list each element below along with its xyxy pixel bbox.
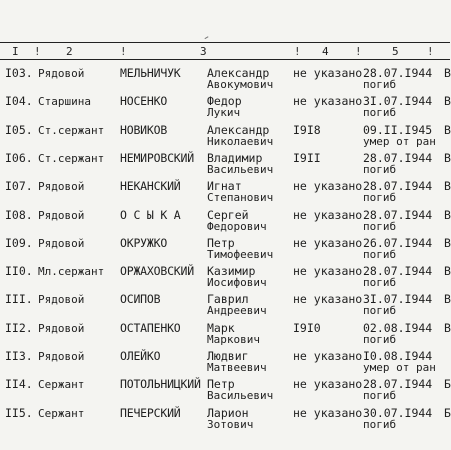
record-given-name: Игнат: [207, 179, 242, 194]
record-edge-mark: В: [444, 235, 451, 250]
record-fate: погиб: [363, 247, 397, 261]
record-number: I03.: [5, 66, 33, 80]
record-date: 09.II.I945: [363, 122, 433, 137]
record-number: II4.: [5, 377, 33, 392]
record-given-name: Казимир: [207, 264, 256, 279]
header-separator: !: [427, 45, 434, 58]
record-edge-mark: В: [444, 122, 451, 137]
record-fate: погиб: [363, 332, 397, 346]
record-date: I0.08.I944: [363, 349, 433, 363]
record-date: 28.07.I944: [363, 207, 433, 222]
table-row: [0, 378, 450, 406]
record-rank: Рядовой: [38, 180, 85, 194]
record-fate: погиб: [363, 191, 397, 205]
record-surname: ПОТОЛЬНИЦКИЙ: [120, 377, 201, 392]
record-number: I04.: [5, 94, 33, 109]
record-fate: умер от ран: [363, 134, 436, 148]
record-edge-mark: В: [444, 292, 451, 307]
record-surname: НЕМИРОВСКИЙ: [120, 150, 194, 165]
table-row: [0, 407, 450, 435]
record-number: II5.: [5, 405, 33, 420]
record-birth-year: I9II: [293, 150, 321, 165]
record-given-name: Владимир: [207, 150, 263, 165]
record-patronymic: Андреевич: [207, 304, 267, 318]
table-row: [0, 209, 450, 237]
record-rank: Рядовой: [38, 208, 85, 222]
record-number: II0.: [5, 264, 33, 279]
header-col-2: 2: [66, 45, 73, 58]
header-col-4: 4: [322, 45, 329, 58]
record-patronymic: Федорович: [207, 219, 267, 233]
record-fate: погиб: [363, 78, 397, 91]
record-patronymic: Васильевич: [207, 389, 274, 403]
table-row: [0, 152, 450, 180]
record-birth-year: не указано: [293, 377, 363, 392]
record-rank: Сержант: [38, 406, 85, 420]
table-row: [0, 180, 450, 208]
record-patronymic: Зотович: [207, 417, 254, 431]
record-rank: Старшина: [38, 95, 91, 109]
record-birth-year: не указано: [293, 292, 363, 307]
table-row: [0, 322, 450, 350]
record-date: 28.07.I944: [363, 179, 433, 194]
record-number: II3.: [5, 349, 33, 363]
header-separator: !: [34, 45, 41, 58]
record-surname: ПЕЧЕРСКИЙ: [120, 405, 181, 420]
record-given-name: Петр: [207, 235, 235, 250]
record-fate: погиб: [363, 219, 397, 233]
record-fate: умер от ран: [363, 361, 436, 374]
table-row: [0, 95, 450, 123]
record-birth-year: не указано: [293, 94, 363, 109]
record-edge-mark: Б: [444, 405, 451, 420]
record-edge-mark: В: [444, 264, 451, 279]
table-row: [0, 67, 450, 95]
header-col-3: 3: [200, 45, 207, 58]
header-separator: !: [294, 45, 301, 58]
record-number: II2.: [5, 320, 33, 335]
record-edge-mark: В: [444, 66, 451, 80]
record-given-name: Петр: [207, 377, 235, 392]
record-rank: Сержант: [38, 378, 85, 392]
record-rank: Рядовой: [38, 350, 85, 363]
record-given-name: Людвиг: [207, 349, 249, 363]
header-col-1: I: [12, 45, 19, 58]
record-patronymic: Степанович: [207, 191, 274, 205]
record-edge-mark: В: [444, 320, 451, 335]
record-edge-mark: В: [444, 207, 451, 222]
record-date: 28.07.I944: [363, 264, 433, 279]
record-rank: Ст.сержант: [38, 123, 105, 137]
header-col-5: 5: [392, 45, 399, 58]
record-edge-mark: В: [444, 94, 451, 109]
record-date: 28.07.I944: [363, 377, 433, 392]
table-row: [0, 293, 450, 321]
record-number: III.: [5, 292, 33, 307]
record-surname: НЕКАНСКИЙ: [120, 179, 181, 194]
record-rank: Ст.сержант: [38, 151, 105, 165]
table-row: [0, 237, 450, 265]
record-date: 3I.07.I944: [363, 292, 433, 307]
record-fate: погиб: [363, 106, 397, 120]
header-bottom-rule: [0, 59, 450, 60]
record-rank: Рядовой: [38, 293, 85, 307]
record-patronymic: Авокумович: [207, 78, 274, 91]
record-patronymic: Васильевич: [207, 162, 274, 176]
record-birth-year: не указано: [293, 264, 363, 279]
record-edge-mark: В: [444, 179, 451, 194]
record-given-name: Сергей: [207, 207, 249, 222]
header-top-rule: [0, 42, 450, 43]
record-edge-mark: Б: [444, 377, 451, 392]
record-number: I07.: [5, 179, 33, 194]
record-rank: Рядовой: [38, 321, 85, 335]
record-surname: МЕЛЬНИЧУК: [120, 66, 181, 80]
record-date: 30.07.I944: [363, 405, 433, 420]
record-number: I09.: [5, 235, 33, 250]
record-birth-year: I9I8: [293, 122, 321, 137]
record-birth-year: не указано: [293, 405, 363, 420]
record-number: I05.: [5, 122, 33, 137]
record-surname: О С Ы К А: [120, 207, 181, 222]
record-surname: НОСЕНКО: [120, 94, 168, 109]
record-number: I06.: [5, 150, 33, 165]
table-row: [0, 350, 450, 378]
record-rank: Рядовой: [38, 236, 85, 250]
record-number: I08.: [5, 207, 33, 222]
record-surname: ОКРУЖКО: [120, 235, 168, 250]
record-date: 26.07.I944: [363, 235, 433, 250]
record-surname: НОВИКОВ: [120, 122, 168, 137]
table-row: [0, 265, 450, 293]
record-birth-year: не указано: [293, 235, 363, 250]
record-patronymic: Тимофеевич: [207, 247, 274, 261]
record-given-name: Александр: [207, 66, 270, 80]
record-surname: ОСИПОВ: [120, 292, 161, 307]
record-surname: ОЛЕЙКО: [120, 349, 161, 363]
header-separator: !: [355, 45, 362, 58]
record-date: 28.07.I944: [363, 150, 433, 165]
record-birth-year: I9I0: [293, 320, 321, 335]
record-patronymic: Маркович: [207, 332, 260, 346]
record-birth-year: не указано: [293, 66, 363, 80]
record-fate: погиб: [363, 276, 397, 290]
header-separator: !: [120, 45, 127, 58]
record-surname: ОРЖАХОВСКИЙ: [120, 264, 194, 279]
record-birth-year: не указано: [293, 207, 363, 222]
record-given-name: Гаврил: [207, 292, 249, 307]
record-rank: Мл.сержант: [38, 265, 105, 279]
record-date: 28.07.I944: [363, 66, 433, 80]
record-given-name: Александр: [207, 122, 270, 137]
record-birth-year: не указано: [293, 349, 363, 363]
record-patronymic: Лукич: [207, 106, 241, 120]
record-date: 02.08.I944: [363, 320, 433, 335]
record-birth-year: не указано: [293, 179, 363, 194]
record-fate: погиб: [363, 304, 397, 318]
table-row: [0, 124, 450, 152]
record-edge-mark: В: [444, 150, 451, 165]
record-surname: ОСТАПЕНКО: [120, 320, 181, 335]
record-patronymic: Иосифович: [207, 276, 267, 290]
ink-mark: [205, 36, 210, 41]
record-date: 3I.07.I944: [363, 94, 433, 109]
record-rank: Рядовой: [38, 67, 85, 80]
record-patronymic: Николаевич: [207, 134, 274, 148]
record-given-name: Федор: [207, 94, 242, 109]
record-fate: погиб: [363, 389, 397, 403]
record-given-name: Марк: [207, 320, 235, 335]
record-patronymic: Матвеевич: [207, 361, 267, 374]
record-fate: погиб: [363, 417, 397, 431]
record-fate: погиб: [363, 162, 397, 176]
record-given-name: Ларион: [207, 405, 249, 420]
